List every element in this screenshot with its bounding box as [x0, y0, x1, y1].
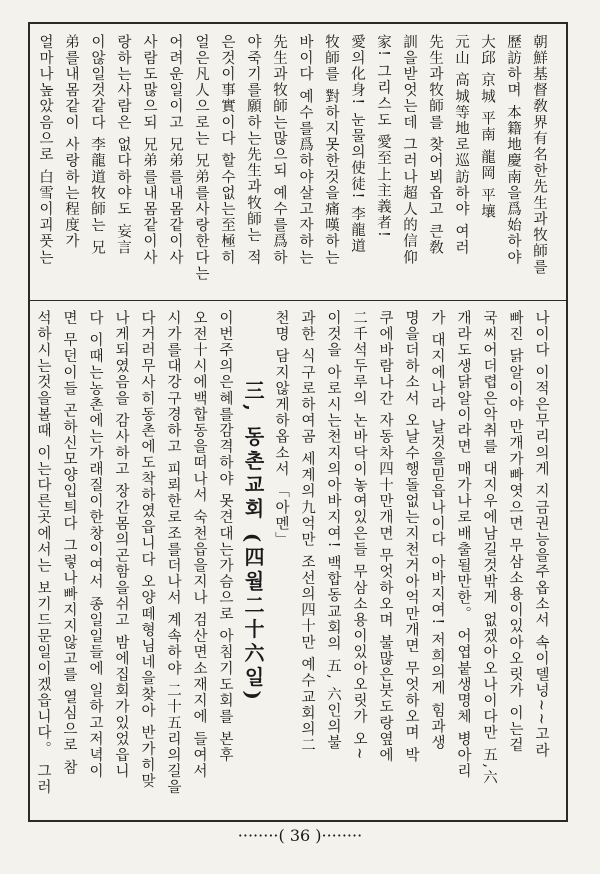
- text-line: 사람도많으되 兄弟를내몸같이사: [141, 34, 157, 266]
- text-line: 얼은凡人으로는 兄弟를사랑한다는: [193, 34, 209, 282]
- text-line: 면 무던이들 곤하신모양입틔다 그렇나빠지지않고를 열심으로 참: [61, 310, 77, 776]
- top-text-section: [37, 34, 552, 292]
- text-line: 국씨어더렵은악취를 대지우에남길것밖게 없겠아오나이다만 五,六: [481, 310, 497, 786]
- text-line: 랑하는사람은 없다하야도 妄言: [115, 34, 131, 256]
- text-line: 歷訪하며 本籍地慶南을爲始하야: [505, 34, 521, 266]
- page-frame: [28, 22, 568, 822]
- text-line: 개라도생닭알이라면 매가나로배출될만한。 어엽붙생명체 병아리: [455, 310, 471, 780]
- text-line: 얼마나높았음으로 白雪이괴풋는: [37, 34, 53, 266]
- text-line: 朝鮮基督敎界有名한先生과牧師를: [531, 34, 547, 276]
- text-line: 牧師를 對하지못한것을痛嘆하는: [323, 34, 339, 266]
- text-line: 오전十시에백합동을떠나서 숙천읍을지나 검산면소재지에 들여서: [191, 310, 207, 780]
- text-line: 다거러무사히동촌에도착하였읍니다 오양떼형님네을찾아 반가히맞: [139, 310, 155, 790]
- text-line: 先生과牧師를 찾어뵈옵고 큰敎: [427, 34, 443, 256]
- text-line: 바이다 예수를爲하야살고자하는: [297, 34, 313, 266]
- text-line: 가 대지에나라 날것을믿읍나이다 아바지여! 저희의게 힘과생: [429, 310, 445, 751]
- text-line: 빠진 닭알이야 만개가빠엿으면 무삼소용이있아오릿가 이는겉: [507, 310, 523, 754]
- page-number: ········( 36 )········: [237, 826, 363, 845]
- text-line: 이것을 아로시는천지의아바지여! 백합동교회의 五, 六인의불: [325, 310, 341, 751]
- text-line: 이번주의은혜를감격하야 못견대는가슴으로 아침기도회를 본후: [217, 310, 233, 764]
- text-line: 석하시는것을볼때 이는다른곳에서는 보기드문일이겠읍니다。 그러: [35, 310, 51, 796]
- text-line: 다 이때는농촌에는가래질이한창이여서 종일일들에 일하고저녁이: [87, 310, 103, 780]
- text-line: 쿠에바람나간 자동차四十만개면 무엇하오며 불많은붓도랑옆에: [377, 310, 393, 764]
- text-line: 은것이事實이다 할수없는至極히: [219, 34, 235, 266]
- text-line: 愛의化身! 눈물의使徒! 李龍道: [349, 34, 365, 255]
- text-line: 천명 담지않게하옵소서 「아멘」: [273, 310, 289, 548]
- text-line: 과한 식구로하여곰 세계의九억만 조선의四十만 예수교회의二: [299, 310, 315, 754]
- text-line: 弟를내몸같이 사랑하는程度가: [63, 34, 79, 250]
- section-divider: [30, 300, 566, 301]
- text-line: 명을더하소서 오날수행돌없는지천거아억만개면 무엇하오며 박: [403, 310, 419, 764]
- section-heading: 三, 동촌교회 (四월二十六일): [241, 380, 265, 704]
- text-line: 어려운일이고 兄弟를내몸같이사: [167, 34, 183, 266]
- text-line: 나게되였음을 감사하고 장간몸의곤함을쉬고 밤에집회가있었읍니: [113, 310, 129, 780]
- text-line: 二千석두루의 논바닥이놓여있은들 무삼소용이있아오릿가 오~: [351, 310, 367, 761]
- text-line: 나이다 이적은무리의게 지금권능을주옵소서 속이델넝~~고라: [533, 310, 549, 759]
- text-line: 이않일것같다 李龍道牧師는 兄: [89, 34, 105, 256]
- bottom-text-section: [35, 310, 554, 810]
- text-line: 시가를대강구경하고 피뢰한로조를더나서 계속하야 二十五리의길을: [165, 310, 181, 796]
- text-line: 先生과牧師는많으되 예수를爲하: [271, 34, 287, 266]
- text-line: 大邱 京城 平南 龍岡 平壤: [479, 34, 495, 220]
- text-line: 訓을받엇는데 그러나超人的信仰: [401, 34, 417, 266]
- text-line: 家! 그리스도 愛至上主義者!: [375, 34, 391, 239]
- text-line: 元山 高城等地로巡訪하야 여러: [453, 34, 469, 256]
- text-line: 야죽기를願하는先生과牧師는 적: [245, 34, 261, 266]
